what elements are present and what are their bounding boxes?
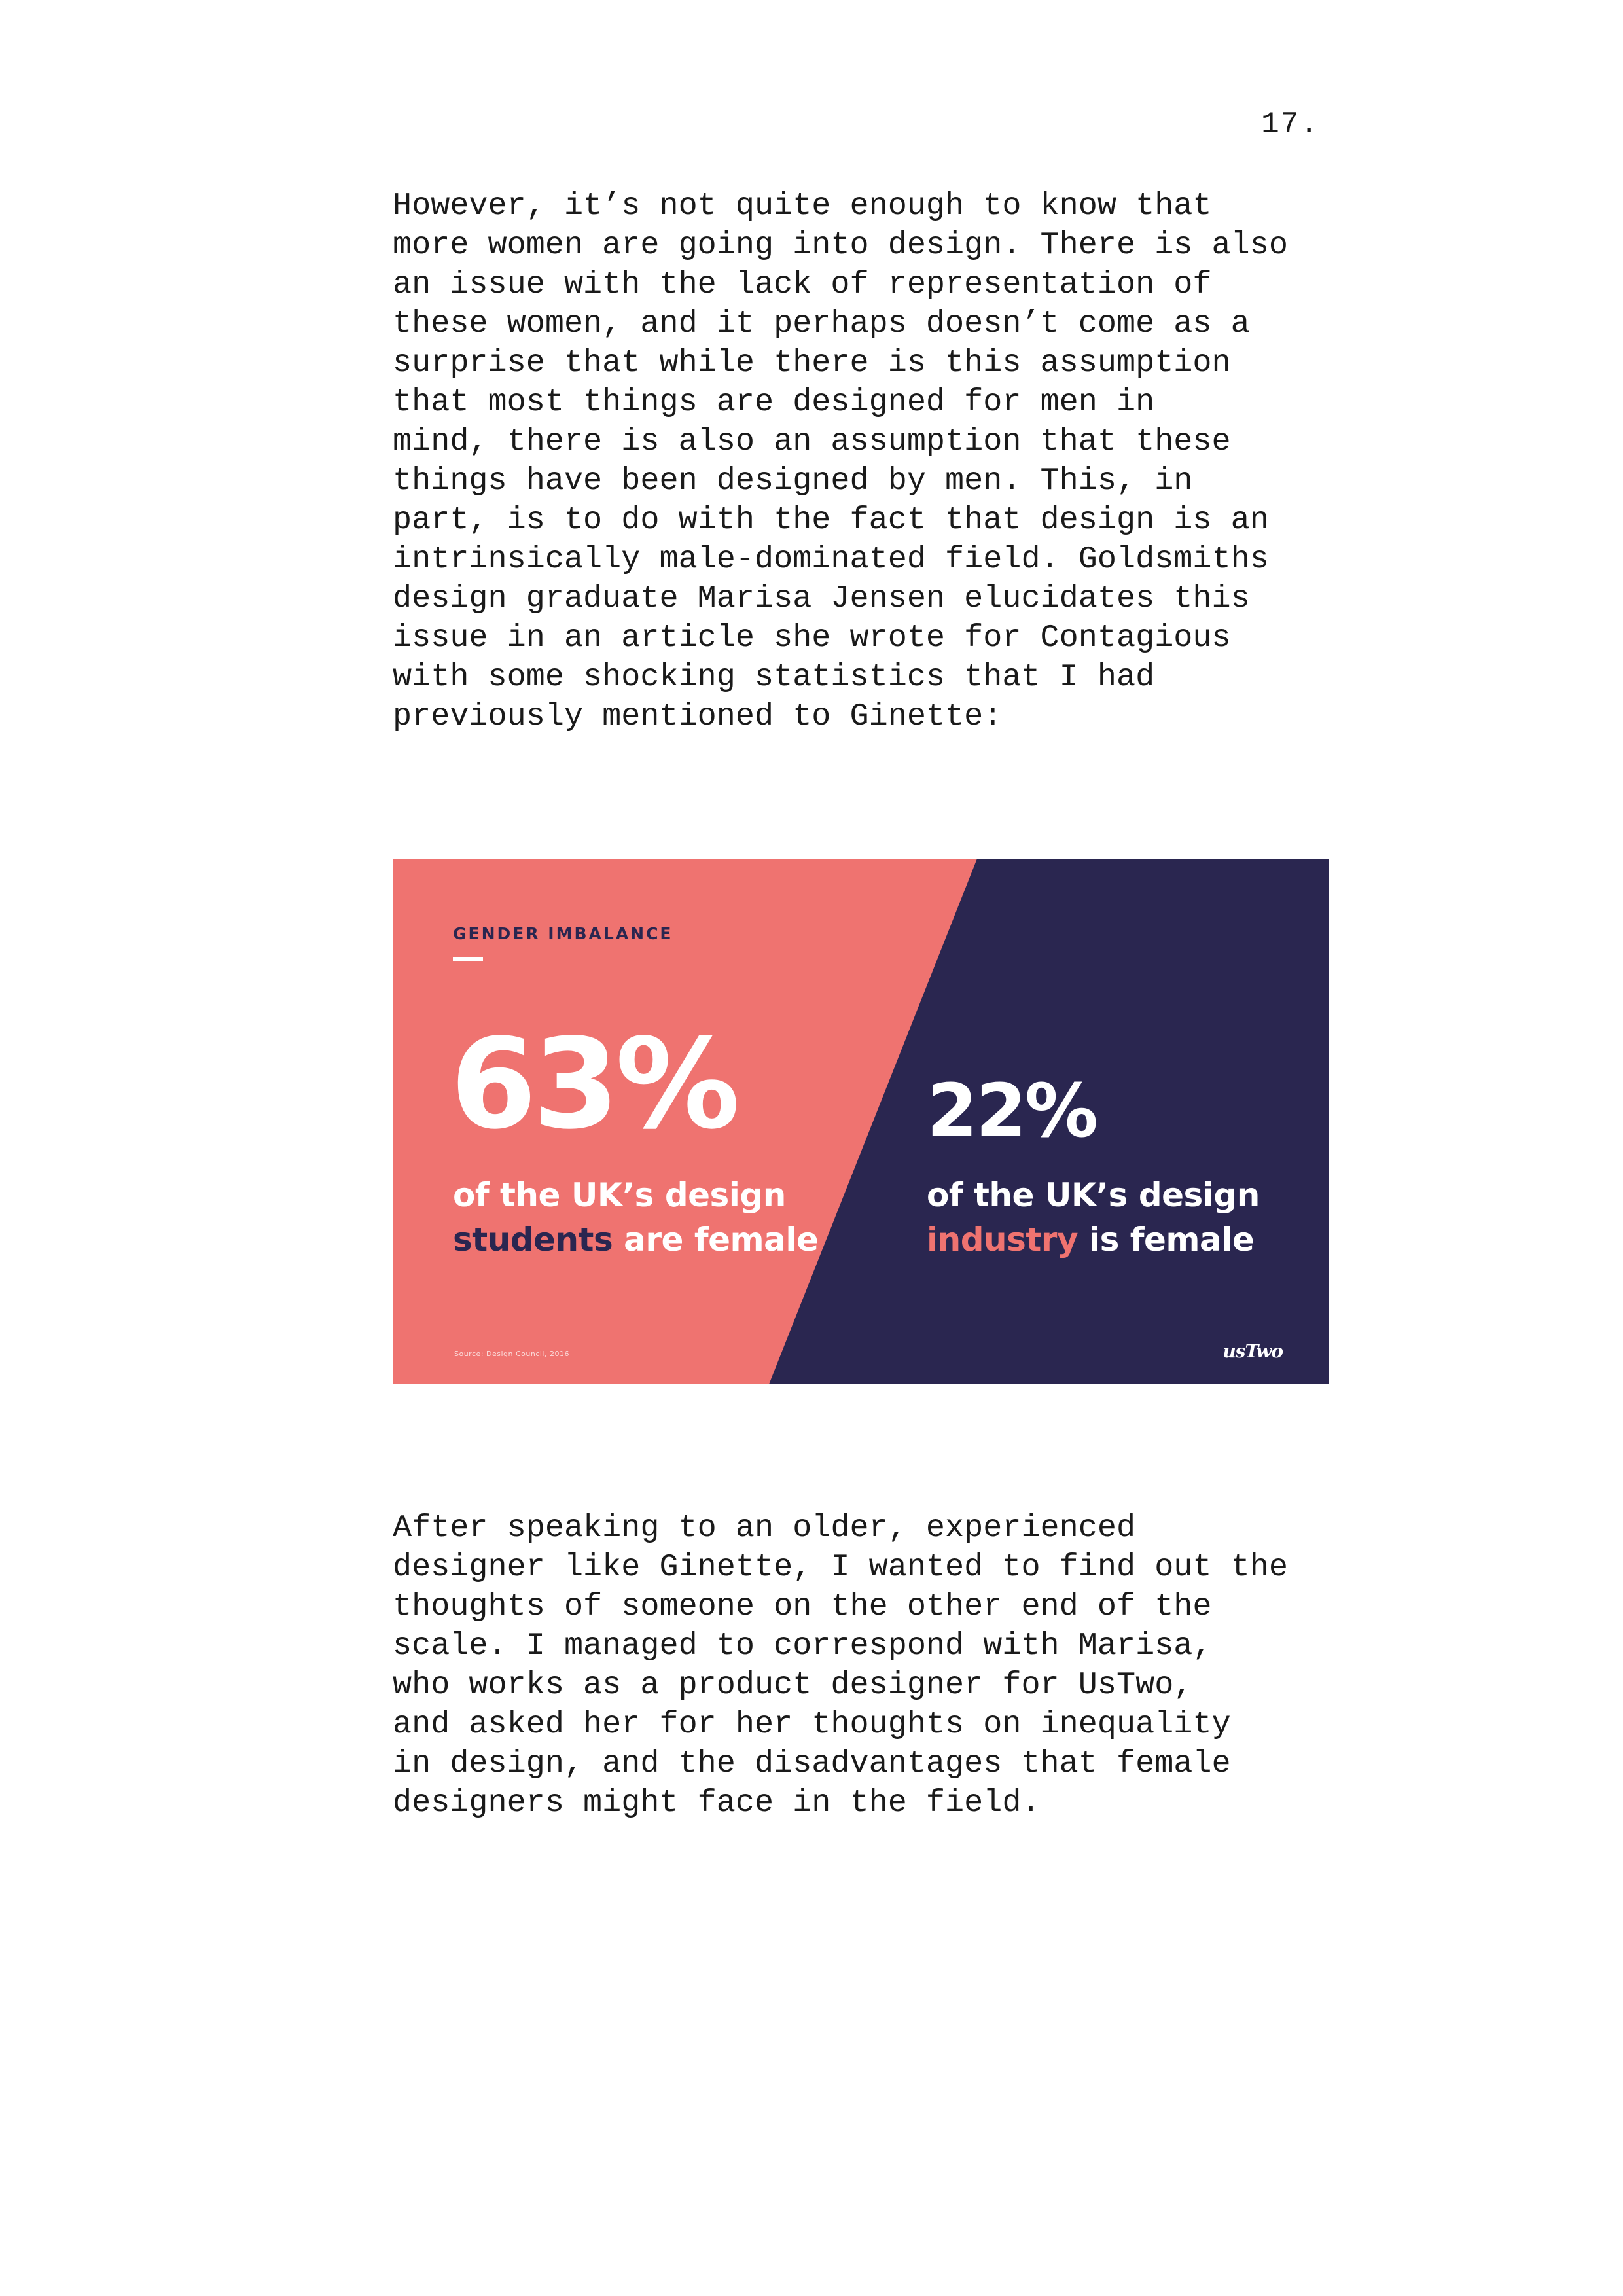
text-line: However, it’s not quite enough to know that <box>393 188 1212 224</box>
students-caption <box>453 1173 818 1262</box>
page-number: 17. <box>1261 107 1319 141</box>
text-line: an issue with the lack of representation of <box>393 266 1212 302</box>
text-line: and asked her for her thoughts on inequality <box>393 1706 1231 1742</box>
text-line: designers might face in the field. <box>393 1785 1041 1821</box>
text-line: scale. I managed to correspond with Marisa, <box>393 1628 1212 1664</box>
text-line: intrinsically male-dominated field. Goldsmiths <box>393 541 1269 577</box>
kicker-dash <box>453 957 483 961</box>
students-highlight: students <box>453 1221 613 1259</box>
ustwo-logo: usTwo <box>1222 1340 1283 1362</box>
text-line: these women, and it perhaps doesn’t come as a <box>393 306 1250 342</box>
text-line: designer like Ginette, I wanted to find out the <box>393 1549 1288 1585</box>
text-line: After speaking to an older, experienced <box>393 1510 1136 1546</box>
text-line: with some shocking statistics that I had <box>393 659 1155 695</box>
industry-caption-line1: of the UK’s design <box>927 1176 1260 1214</box>
industry-caption-line2 <box>927 1217 1260 1262</box>
text-line: previously mentioned to Ginette: <box>393 698 1003 734</box>
source-note: Source: Design Council, 2016 <box>454 1350 569 1358</box>
text-line: more women are going into design. There is also <box>393 227 1288 263</box>
industry-caption <box>927 1173 1260 1262</box>
infographic-kicker: GENDER IMBALANCE <box>453 924 673 943</box>
body-paragraph-2 <box>393 1509 1361 1823</box>
text-line: who works as a product designer for UsTwo, <box>393 1667 1193 1703</box>
students-caption-line2 <box>453 1217 818 1262</box>
body-paragraph-1 <box>393 187 1361 736</box>
text-line: in design, and the disadvantages that female <box>393 1746 1231 1782</box>
text-line: design graduate Marisa Jensen elucidates this <box>393 581 1250 617</box>
text-line: that most things are designed for men in <box>393 384 1155 420</box>
students-caption-rest: are female <box>613 1221 819 1259</box>
text-line: surprise that while there is this assumption <box>393 345 1231 381</box>
text-line: mind, there is also an assumption that these <box>393 423 1231 459</box>
gender-imbalance-infographic <box>393 859 1329 1384</box>
text-line: issue in an article she wrote for Contagious <box>393 620 1231 656</box>
industry-caption-rest: is female <box>1078 1221 1255 1259</box>
text-line: part, is to do with the fact that design is an <box>393 502 1269 538</box>
industry-stat: 22% <box>927 1069 1097 1154</box>
students-caption-line1: of the UK’s design <box>453 1176 786 1214</box>
industry-highlight: industry <box>927 1221 1079 1259</box>
text-line: thoughts of someone on the other end of the <box>393 1588 1212 1624</box>
text-line: things have been designed by men. This, in <box>393 463 1193 499</box>
students-stat: 63% <box>450 1012 736 1157</box>
